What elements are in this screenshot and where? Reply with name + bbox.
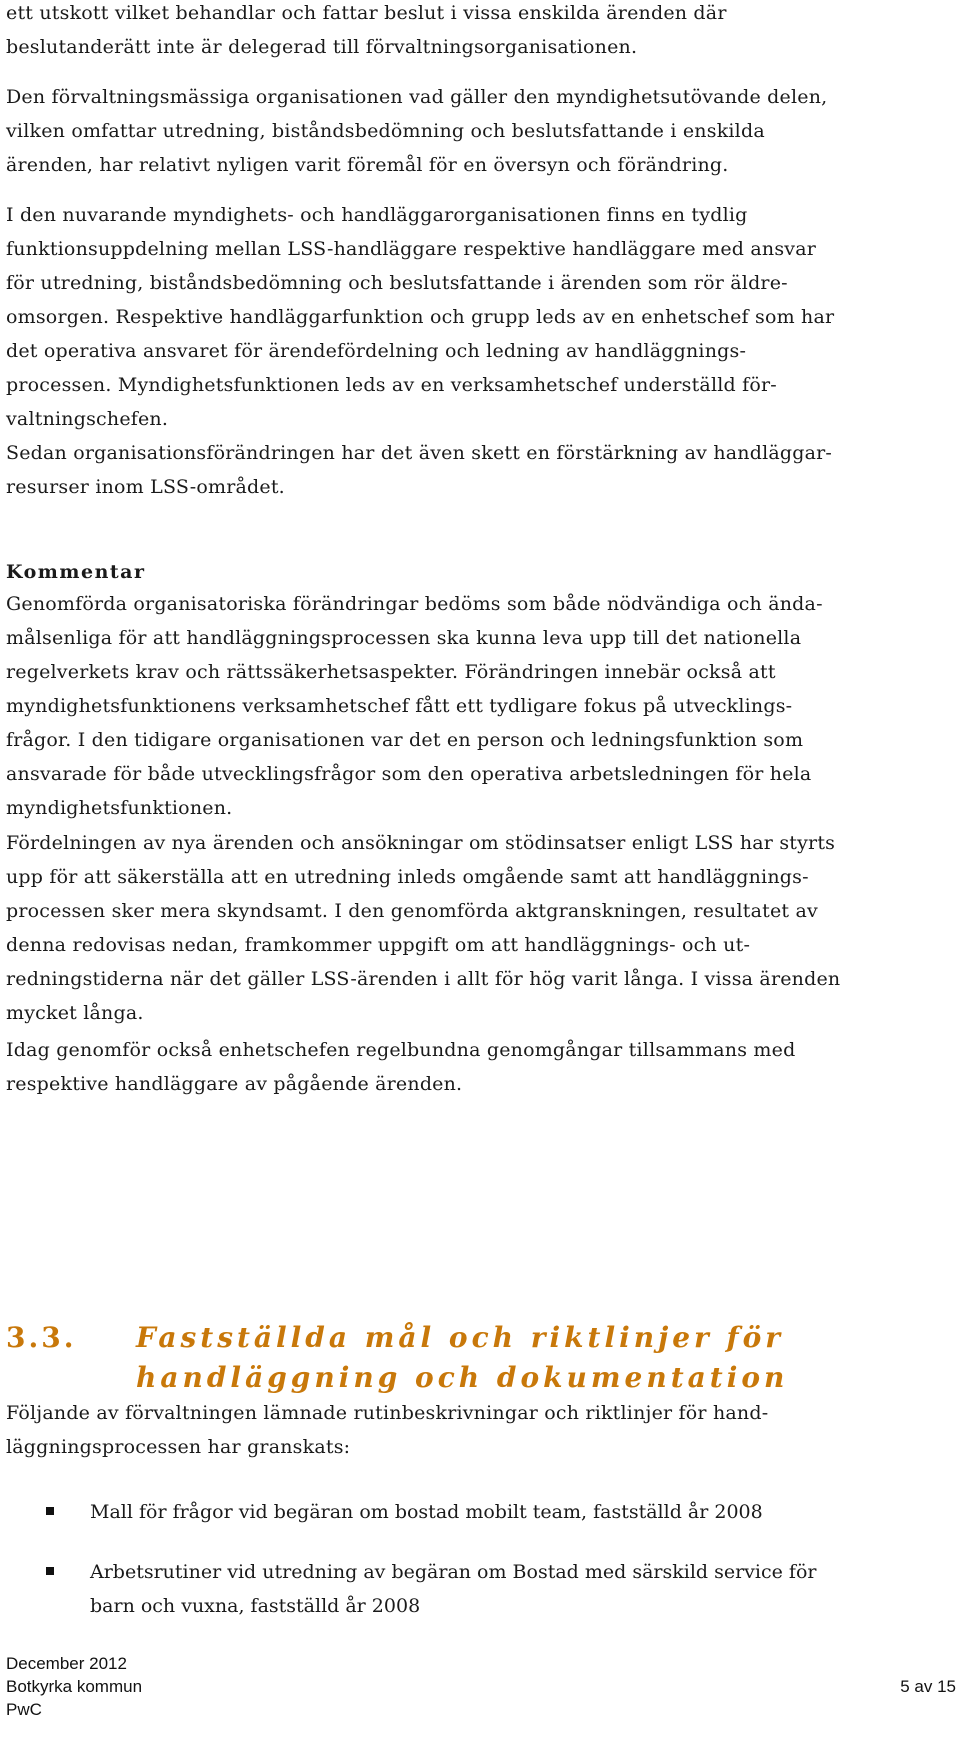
footer-firm: PwC xyxy=(6,1700,42,1719)
footer-date: December 2012 xyxy=(6,1654,127,1673)
text-line: vilken omfattar utredning, biståndsbedömning och beslutsfattande i enskilda xyxy=(6,120,765,142)
paragraph-distribution xyxy=(6,826,956,1030)
paragraph-organisation xyxy=(6,80,956,182)
text-line: processen. Myndighetsfunktionen leds av en verksamhetschef underställd för- xyxy=(6,374,777,396)
text-line: ansvarade för både utvecklingsfrågor som den operativa arbetsledningen för hela xyxy=(6,763,812,785)
footer-organisation: Botkyrka kommun xyxy=(6,1677,143,1696)
text-line: mycket långa. xyxy=(6,1002,144,1024)
text-line: Följande av förvaltningen lämnade rutinbeskrivningar och riktlinjer för hand- xyxy=(6,1402,769,1424)
square-bullet-icon xyxy=(46,1567,54,1575)
text-line: för utredning, biståndsbedömning och beslutsfattande i ärenden som rör äldre- xyxy=(6,272,788,294)
text-line: Den förvaltningsmässiga organisationen vad gäller den myndighetsutövande delen, xyxy=(6,86,828,108)
kommentar-heading: Kommentar xyxy=(6,561,146,583)
text-line: regelverkets krav och rättssäkerhetsaspekter. Förändringen innebär också att xyxy=(6,661,776,683)
paragraph-reinforcement xyxy=(6,436,956,504)
list-item-text xyxy=(90,1495,763,1529)
text-line: myndighetsfunktionen. xyxy=(6,797,233,819)
paragraph-kommentar xyxy=(6,587,956,825)
text-line: beslutanderätt inte är delegerad till förvaltningsorganisationen. xyxy=(6,36,638,58)
text-line: målsenliga för att handläggningsprocessen ska kunna leva upp till det nationella xyxy=(6,627,802,649)
text-line: Idag genomför också enhetschefen regelbundna genomgångar tillsammans med xyxy=(6,1039,796,1061)
text-line: ärenden, har relativt nyligen varit föremål för en översyn och förändring. xyxy=(6,154,729,176)
paragraph-current-organisation xyxy=(6,198,956,436)
text-line: processen sker mera skyndsamt. I den genomförda aktgranskningen, resultatet av xyxy=(6,900,818,922)
page-footer xyxy=(6,1652,956,1721)
text-line: myndighetsfunktionens verksamhetschef fått ett tydligare fokus på utvecklings- xyxy=(6,695,793,717)
text-line: läggningsprocessen har granskats: xyxy=(6,1436,351,1458)
text-line: frågor. I den tidigare organisationen var det en person och ledningsfunktion som xyxy=(6,729,804,751)
text-line: det operativa ansvaret för ärendefördelning och ledning av handläggnings- xyxy=(6,340,747,362)
paragraph-following xyxy=(6,1396,956,1464)
text-line: upp för att säkerställa att en utredning inleds omgående samt att handläggnings- xyxy=(6,866,809,888)
page-number: 5 av 15 xyxy=(900,1677,956,1696)
text-line: barn och vuxna, fastställd år 2008 xyxy=(90,1595,421,1617)
section-title-line: handläggning och dokumentation xyxy=(136,1361,789,1394)
text-line: funktionsuppdelning mellan LSS-handläggare respektive handläggare med ansvar xyxy=(6,238,817,260)
text-line: ett utskott vilket behandlar och fattar beslut i vissa enskilda ärenden där xyxy=(6,2,727,24)
square-bullet-icon xyxy=(46,1507,54,1515)
section-title-line: Fastställda mål och riktlinjer för xyxy=(136,1321,785,1354)
text-line: Arbetsrutiner vid utredning av begäran om Bostad med särskild service för xyxy=(90,1561,817,1583)
text-line: denna redovisas nedan, framkommer uppgift om att handläggnings- och ut- xyxy=(6,934,751,956)
section-number: 3.3. xyxy=(6,1321,77,1354)
text-line: I den nuvarande myndighets- och handläggarorganisationen finns en tydlig xyxy=(6,204,748,226)
text-line: Mall för frågor vid begäran om bostad mobilt team, fastställd år 2008 xyxy=(90,1501,763,1523)
paragraph-reviews xyxy=(6,1033,956,1101)
text-line: omsorgen. Respektive handläggarfunktion och grupp leds av en enhetschef som har xyxy=(6,306,835,328)
section-title xyxy=(136,1318,788,1398)
text-line: Fördelningen av nya ärenden och ansökningar om stödinsatser enligt LSS har styrts xyxy=(6,832,836,854)
paragraph-intro xyxy=(6,0,956,64)
text-line: Genomförda organisatoriska förändringar bedöms som både nödvändiga och ända- xyxy=(6,593,823,615)
text-line: Sedan organisationsförändringen har det även skett en förstärkning av handläggar- xyxy=(6,442,833,464)
text-line: respektive handläggare av pågående ärenden. xyxy=(6,1073,463,1095)
footer-info xyxy=(6,1652,956,1721)
text-line: resurser inom LSS-området. xyxy=(6,476,285,498)
text-line: valtningschefen. xyxy=(6,408,169,430)
text-line: redningstiderna när det gäller LSS-ärenden i allt för hög varit långa. I vissa ärenden xyxy=(6,968,841,990)
list-item-text xyxy=(90,1555,816,1623)
